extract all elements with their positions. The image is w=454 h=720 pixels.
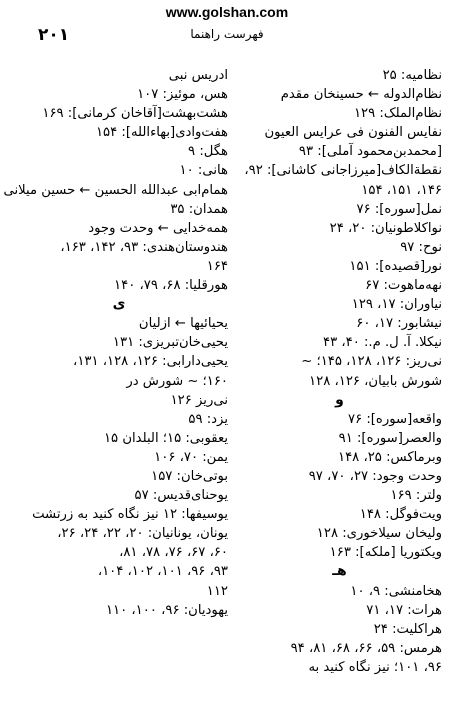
index-entry-line: هندوستان‌هندی: ۹۳، ۱۴۲، ۱۶۳، — [60, 239, 228, 255]
index-entry-line: هخامنشی: ۹، ۱۰ — [350, 583, 442, 599]
index-entry-line: هراکلیت: ۲۴ — [373, 621, 442, 637]
index-entry-line: یعقوبی: ۱۵؛ البلدان ۱۵ — [103, 430, 228, 446]
index-entry-line: نهه‌ماهوت: ۶۷ — [365, 278, 442, 294]
index-entry-line: یحیی‌خان‌تبریزی: ۱۳۱ — [112, 335, 228, 351]
index-entry-line: همدان: ۳۵ — [170, 201, 228, 217]
index-entry-line: نیکلا. آ. ل. م.: ۴۰، ۴۳ — [323, 335, 442, 351]
index-entry-line: ویت‌فوگل: ۱۴۸ — [359, 507, 442, 523]
index-entry-line: ادریس نبی — [168, 68, 228, 83]
index-entry-line: یوحنای‌قدیس: ۵۷ — [134, 488, 228, 504]
index-entry-line: ۶۰، ۶۷، ۷۶، ۷۸، ۸۱، — [119, 545, 228, 561]
section-letter: ی — [112, 296, 126, 313]
index-entry-line: نفایس الفنون فی عرایس العیون — [264, 125, 442, 141]
index-entry-line: نمل[سوره]: ۷۶ — [356, 201, 442, 217]
index-entry-line: وبرماکس: ۲۵، ۱۴۸ — [338, 449, 442, 465]
index-entry-line: ۹۳، ۹۶، ۱۰۱، ۱۰۲، ۱۰۴، — [97, 564, 228, 580]
index-entry-line: واقعه[سوره]: ۷۶ — [347, 411, 442, 427]
index-entry-line: ۹۶، ۱۰۱؛ نیز نگاه کنید به — [308, 659, 442, 675]
index-entry-line: ۱۶۴ — [206, 258, 228, 274]
index-entry-line: هس، موئیز: ۱۰۷ — [137, 87, 228, 103]
index-entry-line: نواکلاطونیان: ۲۰، ۲۴ — [329, 220, 442, 236]
index-entry-line: ۱۱۲ — [206, 583, 228, 599]
index-entry-line: هورقلیا: ۶۸، ۷۹، ۱۴۰ — [114, 278, 228, 294]
index-entry-line: نظامیه: ۲۵ — [382, 68, 442, 83]
index-entry-line: همه‌خدایی ← وحدت وجود — [88, 220, 228, 236]
index-entry-line: هانی: ۱۰ — [179, 163, 228, 179]
index-column-right — [237, 66, 442, 677]
index-entry-line: هشت‌بهشت[آقاخان کرمانی]: ۱۶۹ — [42, 106, 228, 122]
index-entry-line: یوسیفها: ۱۲ نیز نگاه کنید به زرتشت — [32, 507, 228, 523]
index-entry-line: ولیخان سیلاخوری: ۱۲۸ — [316, 526, 442, 542]
index-entry-line: ۱۴۶، ۱۵۱، ۱۵۴ — [361, 182, 442, 198]
index-entry-line: هگل: ۹ — [188, 144, 228, 160]
index-entry-line: هرات: ۱۷، ۷۱ — [366, 602, 442, 618]
index-entry-line: وحدت وجود: ۲۷، ۷۰، ۹۷ — [308, 468, 442, 484]
running-title: فهرست راهنما — [190, 27, 264, 41]
index-entry-line: نیاوران: ۱۷، ۱۲۹ — [351, 297, 442, 313]
index-entry-line: نظام‌الدوله ← حسینخان مقدم — [280, 87, 442, 103]
page-number: ۲۰۱ — [38, 25, 70, 45]
index-entry-line: ولتر: ۱۶۹ — [390, 488, 442, 504]
index-entry-line: نوح: ۹۷ — [400, 239, 442, 255]
index-entry-line: همام‌ابی عبدالله الحسین ← حسین میلانی — [3, 182, 228, 198]
index-entry-line: ویکتوریا [ملکه]: ۱۶۳ — [329, 545, 442, 561]
index-entry-line: یحیی‌دارابی: ۱۲۶، ۱۲۸، ۱۳۱، — [73, 354, 228, 370]
index-entry-line: یونان، یونانیان: ۲۰، ۲۲، ۲۴، ۲۶، — [57, 526, 228, 542]
index-entry-line: یحیائیها ← ازلیان — [138, 316, 228, 332]
section-letter: و — [335, 391, 344, 408]
index-entry-line: والعصر[سوره]: ۹۱ — [338, 430, 442, 446]
site-url: www.golshan.com — [165, 4, 289, 20]
index-entry-line: بوتی‌خان: ۱۵۷ — [151, 468, 228, 484]
section-letter: هـ — [332, 563, 347, 580]
index-entry-line: شورش بابیان، ۱۲۶، ۱۲۸ — [309, 373, 442, 389]
index-column-left — [3, 66, 228, 620]
index-entry-line: نی‌ریز ۱۲۶ — [170, 392, 228, 408]
index-entry-line: هفت‌وادی[بهاءالله]: ۱۵۴ — [95, 125, 228, 141]
index-entry-line: یهودیان: ۹۶، ۱۰۰، ۱۱۰ — [105, 602, 228, 618]
index-entry-line: نقطةالکاف[میرزاجانی کاشانی]: ۹۲، — [244, 163, 442, 179]
index-entry-line: ۱۶۰؛ ~ شورش در — [126, 373, 228, 389]
index-entry-line: نظام‌الملک: ۱۲۹ — [353, 106, 442, 122]
index-entry-line: نی‌ریز: ۱۲۶، ۱۲۸، ۱۴۵؛ ~ — [301, 354, 442, 370]
index-entry-line: یزد: ۵۹ — [188, 411, 228, 427]
index-entry-line: یمن: ۷۰، ۱۰۶ — [154, 449, 228, 465]
index-entry-line: نور[قصیده]: ۱۵۱ — [349, 258, 442, 274]
index-entry-line: نیشابور: ۱۷، ۶۰ — [356, 316, 442, 332]
index-entry-line: [محمدبن‌محمود آملی]: ۹۳ — [298, 144, 442, 160]
index-entry-line: هرمس: ۵۹، ۶۶، ۶۸، ۸۱، ۹۴ — [290, 640, 442, 656]
